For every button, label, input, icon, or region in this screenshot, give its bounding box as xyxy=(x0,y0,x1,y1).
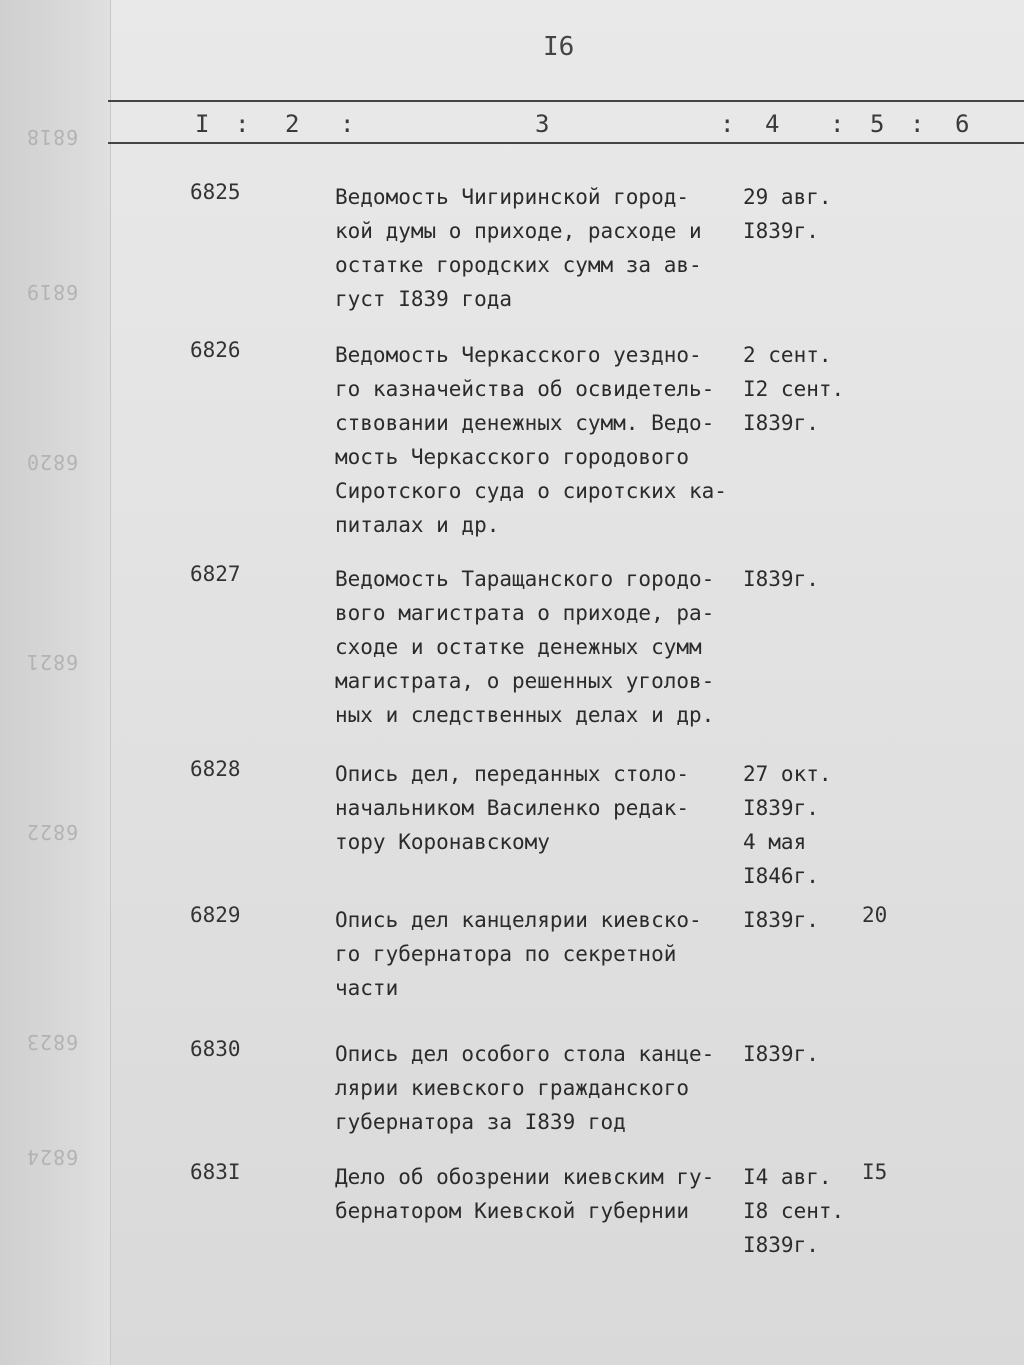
entry-dates xyxy=(743,338,844,440)
entry-description xyxy=(335,757,745,859)
description-line: остатке городских сумм за ав- xyxy=(335,253,702,277)
description-line: мость Черкасского городового xyxy=(335,445,690,469)
entry-dates xyxy=(743,562,819,596)
bleed-number: 6821 xyxy=(26,650,79,674)
bleed-number: 6818 xyxy=(26,125,79,149)
date-line: I839г. xyxy=(743,1233,819,1257)
entry-description xyxy=(335,903,745,1005)
entry-description xyxy=(335,180,745,316)
date-line: 27 окт. xyxy=(743,762,832,786)
column-header: 6 xyxy=(955,110,970,138)
description-line: Дело об обозрении киевским гу- xyxy=(335,1165,715,1189)
date-line: I2 сент. xyxy=(743,377,845,401)
description-line: ных и следственных делах и др. xyxy=(335,703,715,727)
description-line: ствовании денежных сумм. Ведо- xyxy=(335,411,715,435)
date-line: 4 мая xyxy=(743,830,807,854)
column-separator: : xyxy=(340,110,355,138)
header-rule-top xyxy=(108,100,1024,102)
description-line: густ I839 года xyxy=(335,287,513,311)
bleed-number: 6822 xyxy=(26,820,79,844)
column-header: 4 xyxy=(765,110,780,138)
description-line: го казначейства об освидетель- xyxy=(335,377,715,401)
date-line: 2 сент. xyxy=(743,343,832,367)
description-line: магистрата, о решенных уголов- xyxy=(335,669,715,693)
column-separator: : xyxy=(720,110,735,138)
entry-sheets: I5 xyxy=(862,1160,888,1184)
description-line: Опись дел, переданных столо- xyxy=(335,762,690,786)
date-line: I8 сент. xyxy=(743,1199,845,1223)
column-header: 2 xyxy=(285,110,300,138)
bleed-number: 6819 xyxy=(26,280,79,304)
date-line: I846г. xyxy=(743,864,819,888)
entry-number: 6830 xyxy=(190,1037,241,1061)
header-rule-bottom xyxy=(108,142,1024,144)
description-line: сходе и остатке денежных сумм xyxy=(335,635,702,659)
description-line: Ведомость Черкасского уездно- xyxy=(335,343,702,367)
date-line: I839г. xyxy=(743,1042,819,1066)
entry-description xyxy=(335,562,745,732)
description-line: Опись дел канцелярии киевско- xyxy=(335,908,702,932)
description-line: части xyxy=(335,976,399,1000)
description-line: Опись дел особого стола канце- xyxy=(335,1042,715,1066)
bleed-number: 6820 xyxy=(26,450,79,474)
bleed-number: 6823 xyxy=(26,1030,79,1054)
description-line: бернатором Киевской губернии xyxy=(335,1199,690,1223)
description-line: вого магистрата о приходе, ра- xyxy=(335,601,715,625)
entry-dates xyxy=(743,757,832,893)
description-line: питалах и др. xyxy=(335,513,500,537)
entry-number: 6825 xyxy=(190,180,241,204)
entry-dates xyxy=(743,1160,844,1262)
date-line: I839г. xyxy=(743,219,819,243)
description-line: начальником Василенко редак- xyxy=(335,796,690,820)
column-separator: : xyxy=(235,110,250,138)
date-line: I839г. xyxy=(743,796,819,820)
date-line: I839г. xyxy=(743,411,819,435)
description-line: Ведомость Чигиринской город- xyxy=(335,185,690,209)
entry-number: 6829 xyxy=(190,903,241,927)
entry-number: 6828 xyxy=(190,757,241,781)
date-line: I839г. xyxy=(743,567,819,591)
description-line: лярии киевского гражданского xyxy=(335,1076,690,1100)
bleed-number: 6824 xyxy=(26,1145,79,1169)
column-separator: : xyxy=(830,110,845,138)
column-header: 5 xyxy=(870,110,885,138)
date-line: 29 авг. xyxy=(743,185,832,209)
description-line: кой думы о приходе, расходе и xyxy=(335,219,702,243)
entry-sheets: 20 xyxy=(862,903,888,927)
entry-dates xyxy=(743,1037,819,1071)
entry-number: 6826 xyxy=(190,338,241,362)
entry-number: 683I xyxy=(190,1160,241,1184)
entry-dates xyxy=(743,903,819,937)
column-header: I xyxy=(195,110,210,138)
description-line: Ведомость Таращанского городо- xyxy=(335,567,715,591)
description-line: губернатора за I839 год xyxy=(335,1110,626,1134)
entry-dates xyxy=(743,180,832,248)
entry-description xyxy=(335,1037,745,1139)
date-line: I839г. xyxy=(743,908,819,932)
description-line: тору Коронавскому xyxy=(335,830,550,854)
description-line: Сиротского суда о сиротских ка- xyxy=(335,479,727,503)
entry-number: 6827 xyxy=(190,562,241,586)
description-line: го губернатора по секретной xyxy=(335,942,677,966)
date-line: I4 авг. xyxy=(743,1165,832,1189)
page-number: I6 xyxy=(543,32,575,62)
entry-description xyxy=(335,1160,745,1228)
column-header: 3 xyxy=(535,110,550,138)
previous-page-margin xyxy=(0,0,111,1365)
entry-description xyxy=(335,338,745,542)
column-separator: : xyxy=(910,110,925,138)
